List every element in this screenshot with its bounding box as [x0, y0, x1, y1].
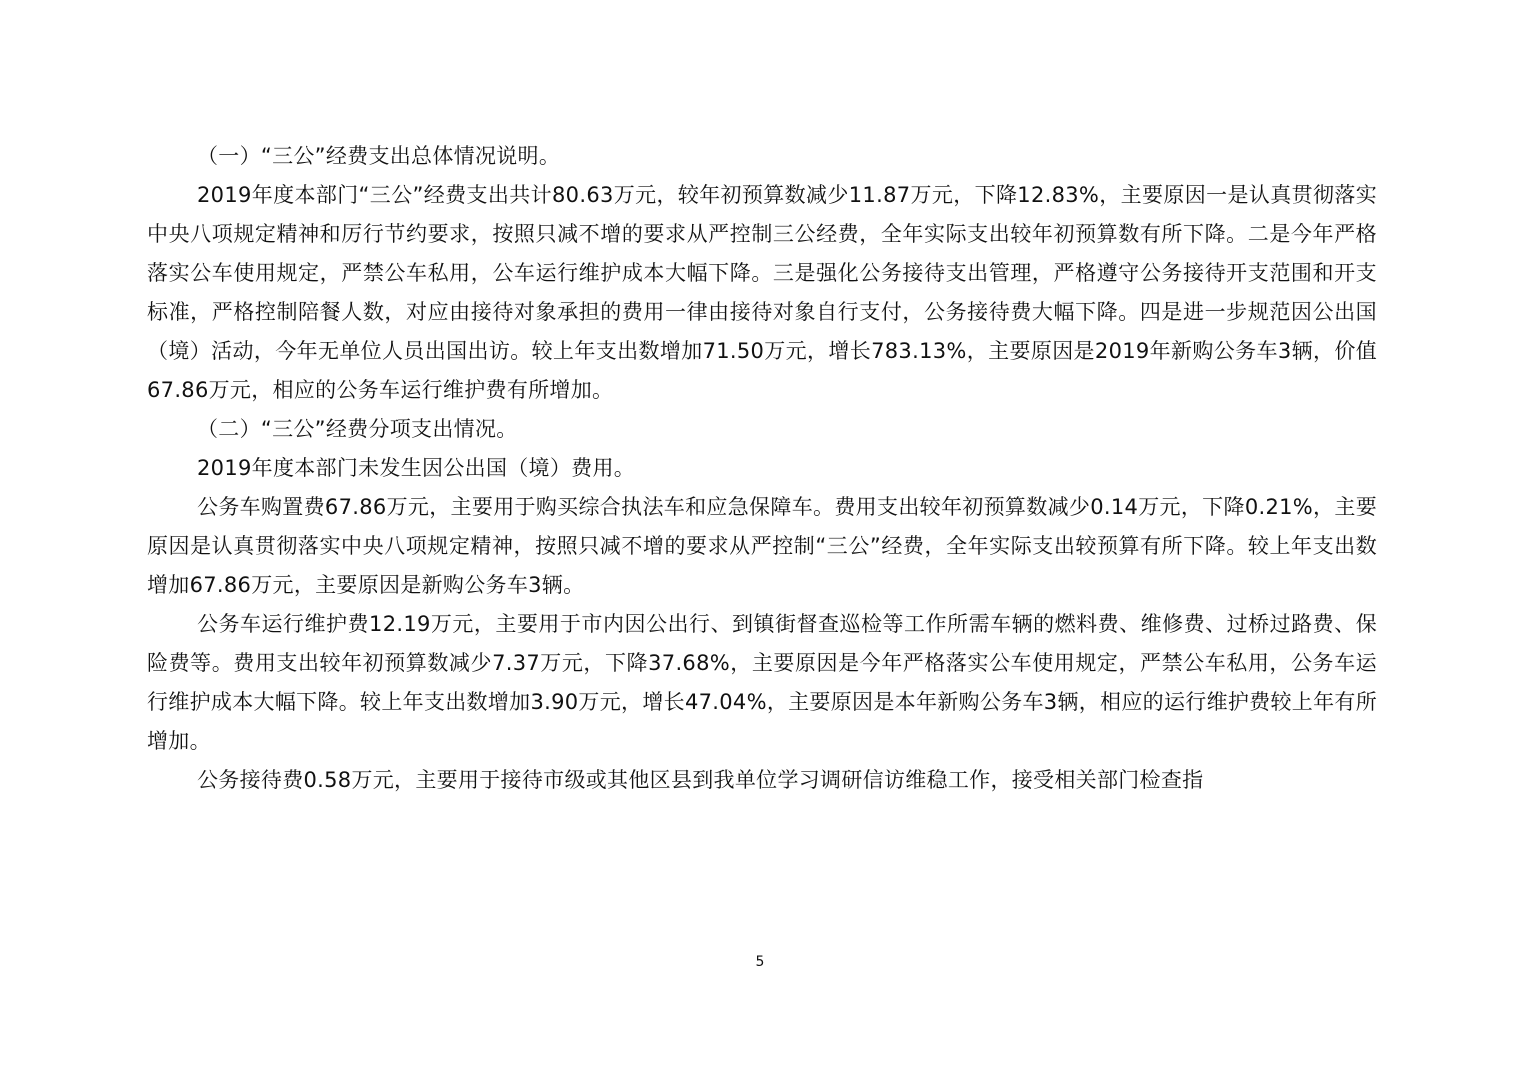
paragraph-vehicle-purchase: 公务车购置费67.86万元，主要用于购买综合执法车和应急保障车。费用支出较年初预算数减少0.14万元，下降0.21%，主要原因是认真贯彻落实中央八项规定精神，按照只减不增的要求从严控制“三公”经费，全年实际支出较预算有所下降。较上年支出数增加67.86万元，主要原因是新购公务车3辆。	[147, 495, 1377, 597]
paragraph-overall-summary: 2019年度本部门“三公”经费支出共计80.63万元，较年初预算数减少11.87万元，下降12.83%，主要原因一是认真贯彻落实中央八项规定精神和厉行节约要求，按照只减不增的要求从严控制三公经费，全年实际支出较年初预算数有所下降。二是今年严格落实公车使用规定，严禁公车私用，公车运行维护成本大幅下降。三是强化公务接待支出管理，严格遵守公务接待开支范围和开支标准，严格控制陪餐人数，对应由接待对象承担的费用一律由接待对象自行支付，公务接待费大幅下降。四是进一步规范因公出国（境）活动，今年无单位人员出国出访。较上年支出数增加71.50万元，增长783.13%，主要原因是2019年新购公务车3辆，价值67.86万元，相应的公务车运行维护费有所增加。	[147, 183, 1377, 402]
body-text	[147, 137, 1377, 800]
page-number: 5	[755, 954, 765, 970]
section-heading-itemized: （二）“三公”经费分项支出情况。	[197, 417, 518, 441]
paragraph-vehicle-maintenance: 公务车运行维护费12.19万元，主要用于市内因公出行、到镇街督查巡检等工作所需车辆的燃料费、维修费、过桥过路费、保险费等。费用支出较年初预算数减少7.37万元，下降37.68%，主要原因是今年严格落实公车使用规定，严禁公车私用，公务车运行维护成本大幅下降。较上年支出数增加3.90万元，增长47.04%，主要原因是本年新购公务车3辆，相应的运行维护费较上年有所增加。	[147, 612, 1377, 753]
paragraph-reception: 公务接待费0.58万元，主要用于接待市级或其他区县到我单位学习调研信访维稳工作，接受相关部门检查指	[197, 768, 1204, 792]
paragraph-overseas-travel: 2019年度本部门未发生因公出国（境）费用。	[197, 456, 636, 480]
section-heading-overall: （一）“三公”经费支出总体情况说明。	[197, 144, 561, 168]
